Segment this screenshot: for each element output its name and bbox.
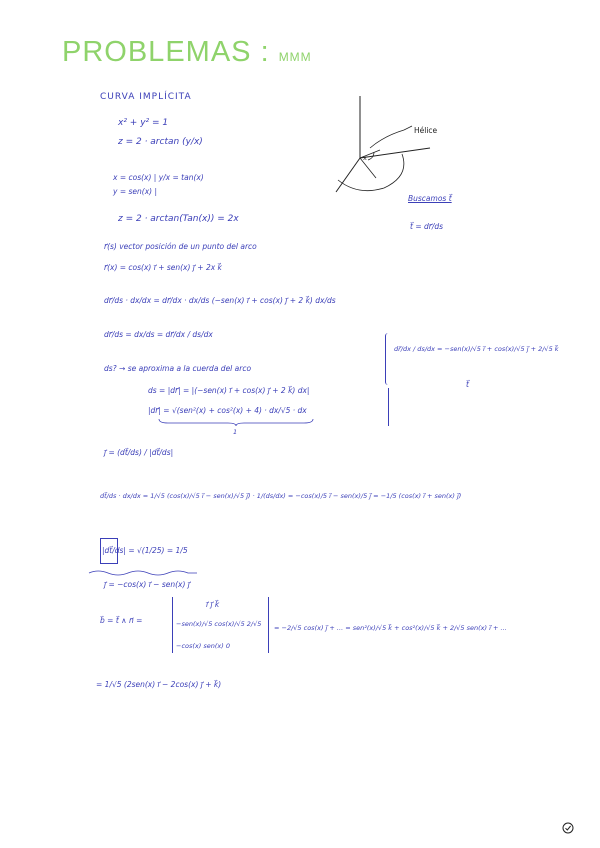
determinant-row: −cos(x) sen(x) 0 xyxy=(176,642,230,650)
wavy-underline xyxy=(88,568,198,578)
section-heading: CURVA IMPLÍCITA xyxy=(100,92,192,102)
equation-line: = 1/√5 (2sen(x) i⃗ − 2cos(x) j⃗ + k⃗) xyxy=(96,680,222,689)
equation-line: x² + y² = 1 xyxy=(118,118,169,128)
page-title xyxy=(62,36,312,69)
angle-label: x xyxy=(363,154,367,162)
equation-line: |dt⃗/ds| = √(1/25) = 1/5 xyxy=(102,546,188,555)
equation-line: x = cos(x) | y/x = tan(x) xyxy=(113,173,204,182)
divider-line xyxy=(388,388,389,426)
determinant-bar xyxy=(268,597,269,653)
bracket xyxy=(385,333,392,385)
title-text: PROBLEMAS xyxy=(62,36,252,68)
equation-line: y = sen(x) | xyxy=(113,187,157,196)
circle-check-icon xyxy=(562,822,574,834)
note-line: ds? → se aproxima a la cuerda del arco xyxy=(104,364,252,373)
title-separator: : xyxy=(260,36,270,68)
side-note-heading: Buscamos t⃗ xyxy=(408,194,452,203)
equation-line: z = 2 · arctan (y/x) xyxy=(118,137,203,147)
equation-line: dr⃗/ds = dx/ds = dr⃗/dx / ds/dx xyxy=(104,330,213,339)
equation-line: r⃗(x) = cos(x) i⃗ + sen(x) j⃗ + 2x k⃗ xyxy=(104,263,222,272)
figure-label: Hélice xyxy=(414,126,438,135)
equation-line: ds = |dr⃗| = |(−sen(x) i⃗ + cos(x) j⃗ + 2 k⃗) dx| xyxy=(148,386,310,395)
definition-line: r⃗(s) vector posición de un punto del arco xyxy=(104,242,257,251)
chain-rhs: (−sen(x) i⃗ + cos(x) j⃗ + 2 k⃗) dx/ds xyxy=(211,296,336,305)
equation-line: |dr⃗| = √(sen²(x) + cos²(x) + 4) · dx/√5 · dx xyxy=(148,406,307,415)
tangent-equation: dr⃗/dx / ds/dx = −sen(x)/√5 i⃗ + cos(x)/√5 j⃗ + 2/√5 k⃗ xyxy=(394,345,559,353)
equation-line: z = 2 · arctan(Tan(x)) = 2x xyxy=(118,214,239,224)
chain-lhs: dr⃗/ds xyxy=(104,296,124,305)
equation-line: = −2/√5 cos(x) j⃗ + ... = sen²(x)/√5 k⃗ + cos²(x)/√5 k⃗ + 2/√5 sen(x) i⃗ + ... xyxy=(274,624,507,632)
equation-line: dt⃗/ds · dx/dx = 1/√5 (cos(x)/√5 i⃗ − sen(x)/√5 j⃗) · 1/(ds/dx) = −cos(x)/5 i⃗ − sen(x)/5 j⃗ = −1/5 (cos(x) i⃗ + sen(x) j⃗) xyxy=(100,492,462,500)
helix-diagram xyxy=(318,92,448,202)
side-note-equation: t⃗ = dr⃗/ds xyxy=(410,222,444,231)
tangent-label: t⃗ xyxy=(466,380,469,389)
underbrace-label: 1 xyxy=(233,428,238,436)
determinant-bar xyxy=(172,597,173,653)
equation-line xyxy=(104,296,336,305)
equation-line: j⃗ = −cos(x) i⃗ − sen(x) j⃗ xyxy=(104,580,190,589)
determinant-row: i⃗ j⃗ k⃗ xyxy=(206,600,220,609)
equation-line: j⃗ = (dt⃗/ds) / |dt⃗/ds| xyxy=(104,448,174,457)
chain-mid: · dx/dx = dr⃗/dx · dx/ds xyxy=(125,296,210,305)
equation-line: b⃗ = t⃗ ∧ n⃗ = xyxy=(100,616,143,625)
determinant-row: −sen(x)/√5 cos(x)/√5 2/√5 xyxy=(176,620,262,628)
underbrace xyxy=(158,418,314,426)
title-suffix: MMM xyxy=(278,50,312,64)
